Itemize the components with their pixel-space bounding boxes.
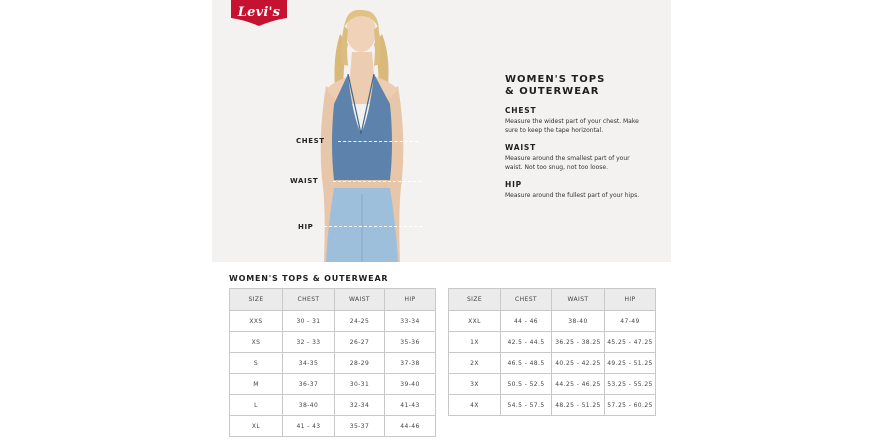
table-row [230,395,436,416]
header-waist: WAIST [552,289,605,311]
hip-cell: 37-38 [385,353,436,374]
waist-cell: 48.25 - 51.25 [552,395,605,416]
size-cell: XS [230,332,283,353]
chest-cell: 41 - 43 [283,416,335,437]
waist-cell: 36.25 - 38.25 [552,332,605,353]
hip-description: Measure around the fullest part of your hips. [505,192,640,199]
size-cell: 2X [449,353,501,374]
waist-label: WAIST [290,177,319,185]
hip-cell: 35-36 [385,332,436,353]
info-title-line2: & OUTERWEAR [505,86,600,97]
hip-measure-line [324,226,422,227]
waist-cell: 24-25 [335,311,385,332]
header-size: SIZE [449,289,501,311]
waist-cell: 38-40 [552,311,605,332]
header-hip: HIP [605,289,656,311]
table-header-row [449,289,656,311]
table-row [449,332,656,353]
size-table-title: WOMEN'S TOPS & OUTERWEAR [229,274,389,283]
size-cell: L [230,395,283,416]
waist-measure-line [333,181,421,182]
measurement-instructions [505,74,655,200]
chest-cell: 34-35 [283,353,335,374]
chest-cell: 50.5 - 52.5 [501,374,552,395]
table-row [449,374,656,395]
waist-cell: 32-34 [335,395,385,416]
chest-cell: 54.5 - 57.5 [501,395,552,416]
table-row [230,332,436,353]
size-cell: 1X [449,332,501,353]
hip-label: HIP [298,223,314,231]
header-hip: HIP [385,289,436,311]
hip-cell: 57.25 - 60.25 [605,395,656,416]
table-row [230,374,436,395]
hip-cell: 49.25 - 51.25 [605,353,656,374]
size-guide-hero [212,0,671,262]
chest-description: Measure the widest part of your chest. Make sure to keep the tape horizontal. [505,118,639,134]
hip-cell: 39-40 [385,374,436,395]
waist-cell: 28-29 [335,353,385,374]
chest-cell: 46.5 - 48.5 [501,353,552,374]
hip-heading: HIP [505,180,522,189]
size-cell: 4X [449,395,501,416]
table-row [449,395,656,416]
table-row [230,416,436,437]
size-table-standard [229,288,436,437]
hip-cell: 45.25 - 47.25 [605,332,656,353]
chest-cell: 42.5 - 44.5 [501,332,552,353]
header-waist: WAIST [335,289,385,311]
table-header-row [230,289,436,311]
size-cell: XXS [230,311,283,332]
waist-cell: 35-37 [335,416,385,437]
table-row [449,311,656,332]
waist-heading: WAIST [505,143,537,152]
table-row [230,311,436,332]
chest-cell: 30 - 31 [283,311,335,332]
waist-cell: 44.25 - 46.25 [552,374,605,395]
waist-cell: 26-27 [335,332,385,353]
size-table-extended [448,288,656,416]
hip-cell: 44-46 [385,416,436,437]
size-cell: XXL [449,311,501,332]
hip-cell: 41-43 [385,395,436,416]
chest-measure-line [338,141,418,142]
table-row [230,353,436,374]
size-cell: XL [230,416,283,437]
hip-cell: 33-34 [385,311,436,332]
size-cell: M [230,374,283,395]
chest-cell: 32 - 33 [283,332,335,353]
chest-heading: CHEST [505,106,537,115]
hip-cell: 53.25 - 55.25 [605,374,656,395]
waist-cell: 30-31 [335,374,385,395]
waist-description: Measure around the smallest part of your waist. Not too snug, not too loose. [505,155,630,171]
brand-logo-text: Levi's [237,5,281,20]
header-size: SIZE [230,289,283,311]
header-chest: CHEST [283,289,335,311]
header-chest: CHEST [501,289,552,311]
hip-cell: 47-49 [605,311,656,332]
chest-cell: 38-40 [283,395,335,416]
chest-cell: 44 - 46 [501,311,552,332]
size-cell: 3X [449,374,501,395]
info-title-line1: WOMEN'S TOPS [505,74,606,85]
size-cell: S [230,353,283,374]
table-row [449,353,656,374]
chest-label: CHEST [296,137,325,145]
waist-cell: 40.25 - 42.25 [552,353,605,374]
chest-cell: 36-37 [283,374,335,395]
